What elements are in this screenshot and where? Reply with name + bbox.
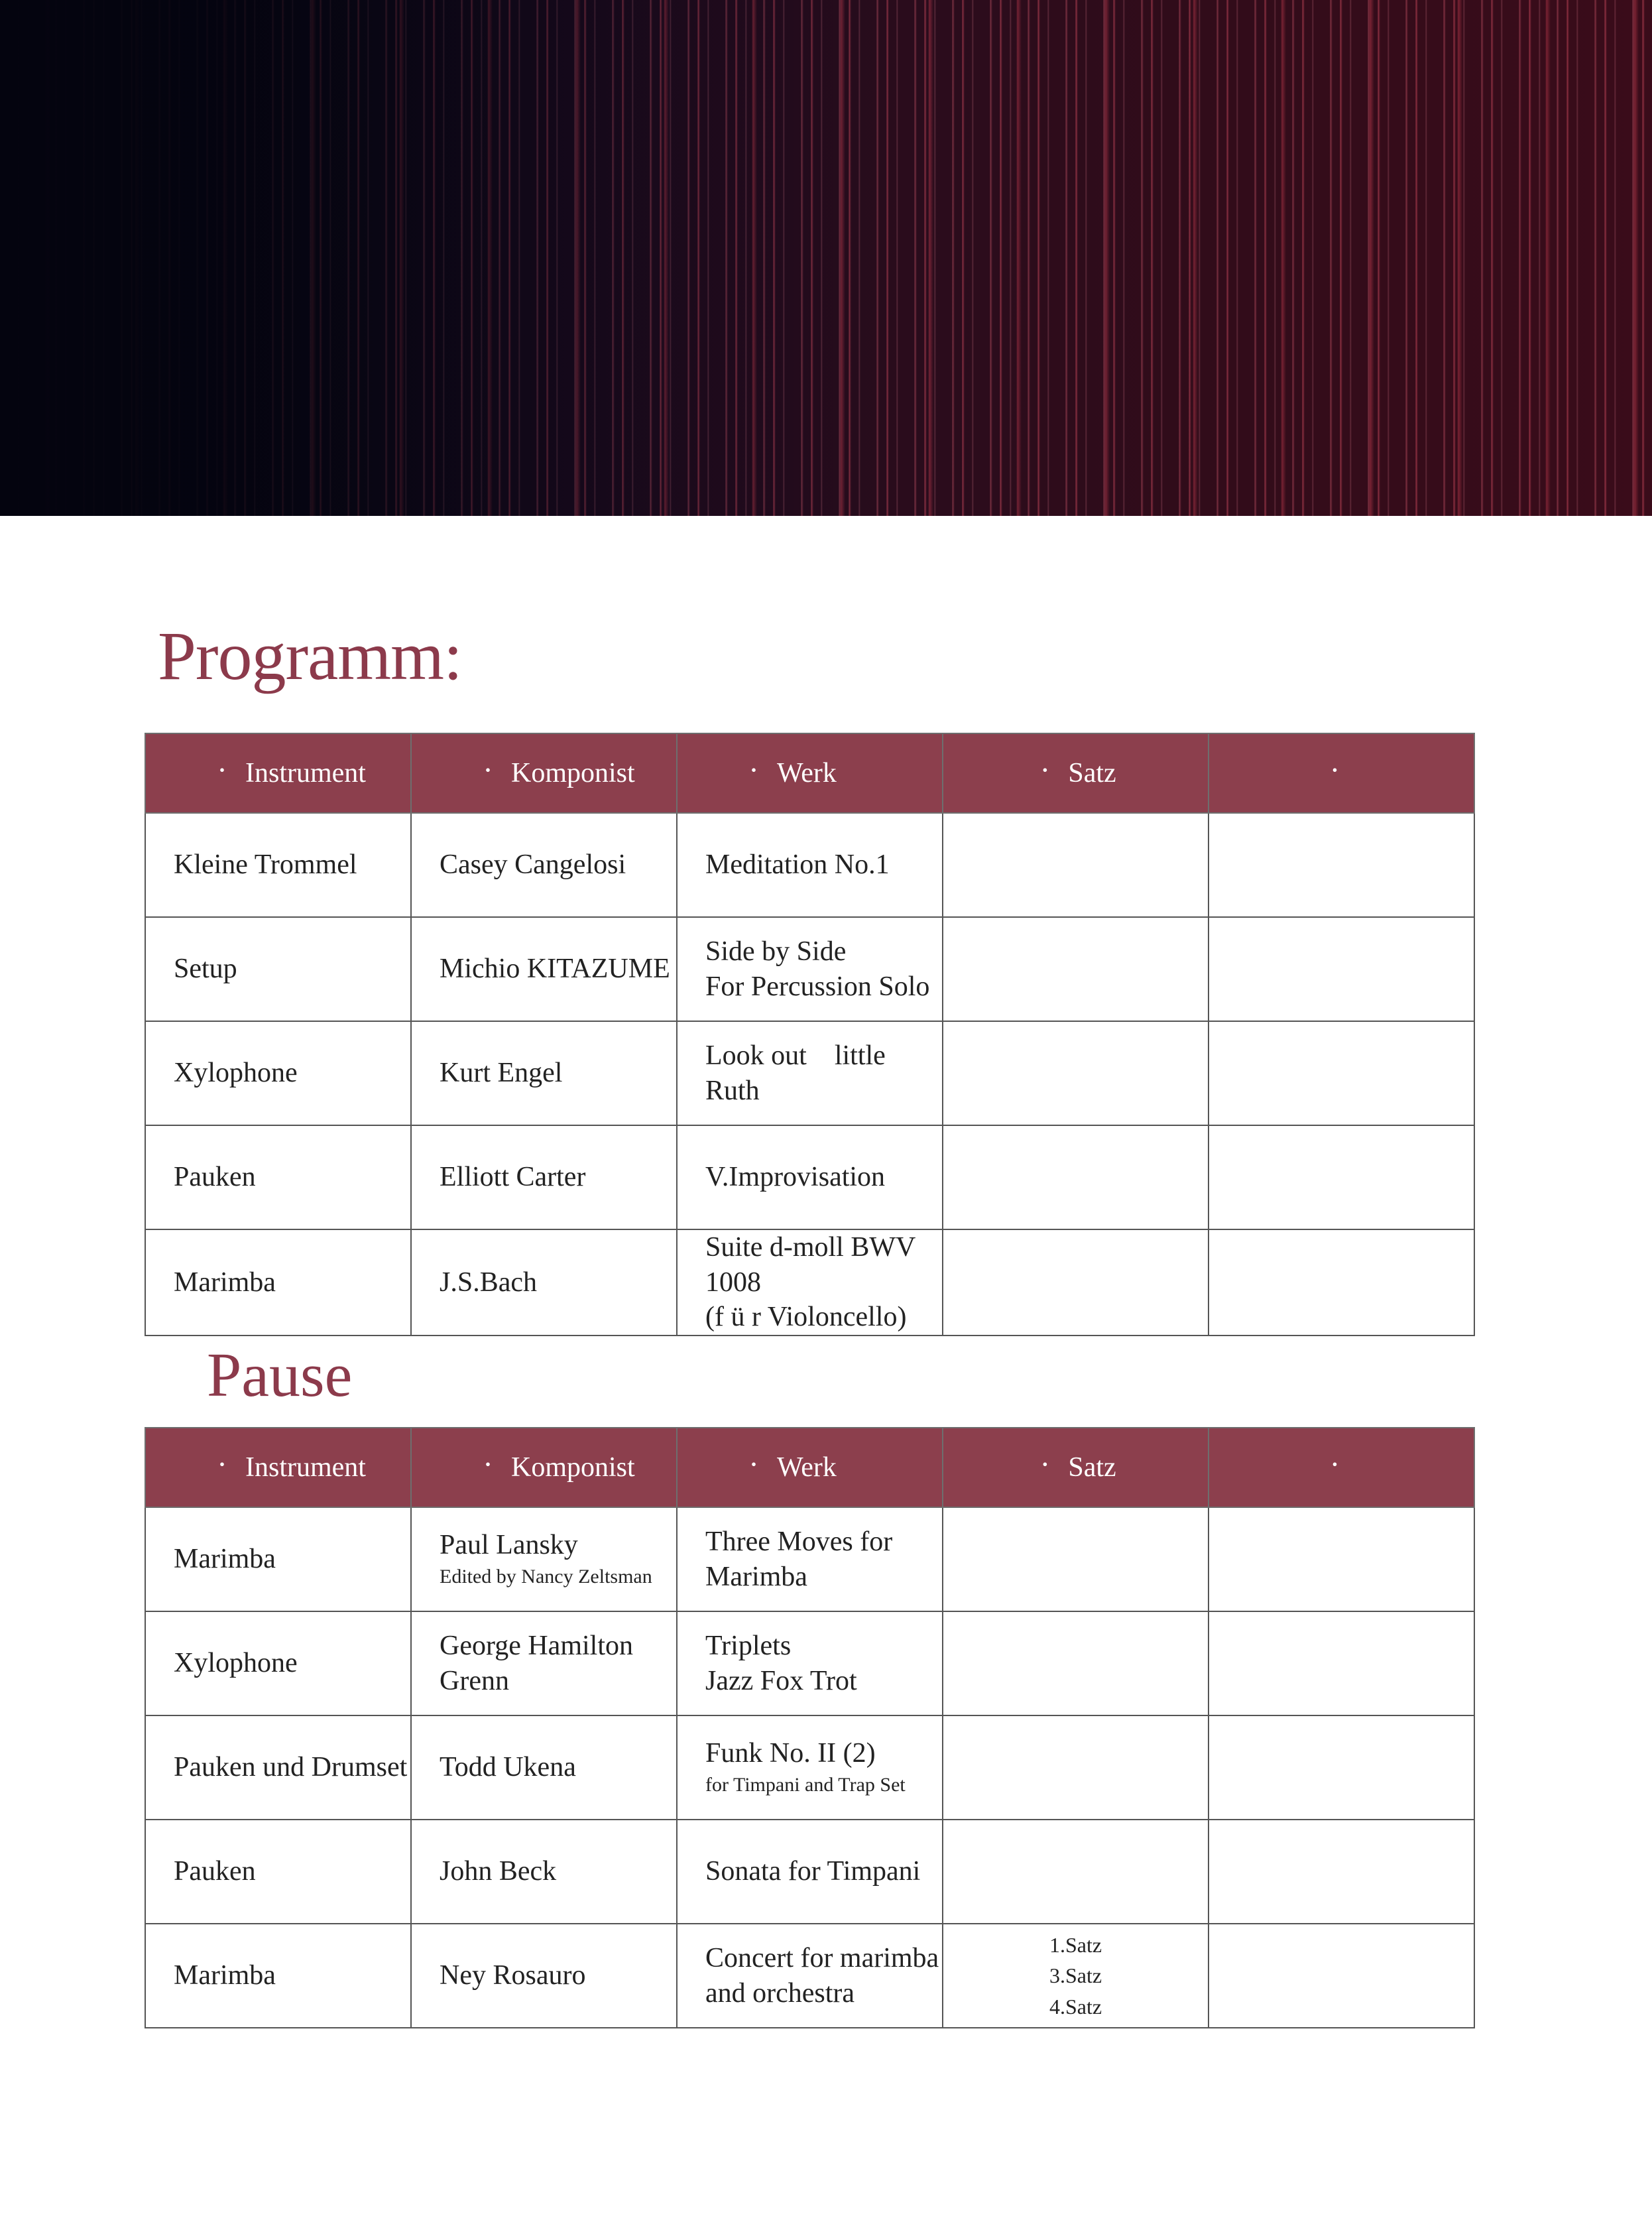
header-komponist: ・ Komponist <box>411 733 677 813</box>
table-row <box>145 1715 1474 1820</box>
cell-extra <box>1209 1924 1474 2028</box>
bullet-icon: ・ <box>478 761 498 782</box>
cell-werk: V.Improvisation <box>677 1125 943 1229</box>
banner-gradient-overlay <box>0 0 1652 516</box>
cell-satz <box>943 1021 1209 1125</box>
table-row <box>145 1820 1474 1924</box>
header-komponist: ・ Komponist <box>411 1428 677 1507</box>
program-table-part2 <box>145 1427 1475 2028</box>
cell-satz <box>943 1125 1209 1229</box>
table-row <box>145 917 1474 1021</box>
cell-satz <box>943 1715 1209 1820</box>
cell-satz <box>943 917 1209 1021</box>
cell-extra <box>1209 1229 1474 1336</box>
table-header-row <box>145 1428 1474 1507</box>
cell-instrument: Pauken <box>145 1820 411 1924</box>
cell-werk: Concert for marimba and orchestra <box>677 1924 943 2028</box>
cell-instrument: Setup <box>145 917 411 1021</box>
cell-werk: Look out little Ruth <box>677 1021 943 1125</box>
cell-werk: Sonata for Timpani <box>677 1820 943 1924</box>
header-satz: ・ Satz <box>943 1428 1209 1507</box>
cell-werk: Suite d-moll BWV 1008 (f ü r Violoncello) <box>677 1229 943 1336</box>
cell-werk: Side by Side For Percussion Solo <box>677 917 943 1021</box>
header-extra <box>1209 1428 1474 1507</box>
header-extra <box>1209 733 1474 813</box>
bullet-icon: ・ <box>744 1455 764 1477</box>
cell-extra <box>1209 813 1474 917</box>
cell-instrument: Marimba <box>145 1924 411 2028</box>
cell-werk: Triplets Jazz Fox Trot <box>677 1611 943 1715</box>
cell-extra <box>1209 1125 1474 1229</box>
cell-werk: Three Moves for Marimba <box>677 1507 943 1611</box>
table-header-row <box>145 733 1474 813</box>
cell-satz <box>943 1611 1209 1715</box>
table-row <box>145 1021 1474 1125</box>
bullet-icon: ・ <box>478 1455 498 1477</box>
bullet-icon: ・ <box>1035 761 1055 782</box>
table-row <box>145 1611 1474 1715</box>
cell-komponist: Paul Lansky Edited by Nancy Zeltsman <box>411 1507 677 1611</box>
header-werk: ・ Werk <box>677 733 943 813</box>
cell-instrument: Pauken <box>145 1125 411 1229</box>
bullet-icon: ・ <box>744 761 764 782</box>
cell-instrument: Pauken und Drumset <box>145 1715 411 1820</box>
pause-heading: Pause <box>207 1341 353 1410</box>
cell-instrument: Xylophone <box>145 1021 411 1125</box>
program-table-part1 <box>145 733 1475 1336</box>
page-title: Programm: <box>158 618 462 694</box>
cell-extra <box>1209 1715 1474 1820</box>
cell-instrument: Marimba <box>145 1507 411 1611</box>
header-satz: ・ Satz <box>943 733 1209 813</box>
cell-komponist: J.S.Bach <box>411 1229 677 1336</box>
cell-komponist: Elliott Carter <box>411 1125 677 1229</box>
cell-instrument: Xylophone <box>145 1611 411 1715</box>
cell-instrument: Marimba <box>145 1229 411 1336</box>
cell-komponist: Ney Rosauro <box>411 1924 677 2028</box>
table-row <box>145 1125 1474 1229</box>
table-row <box>145 813 1474 917</box>
cell-komponist: Kurt Engel <box>411 1021 677 1125</box>
bullet-icon: ・ <box>1325 761 1345 782</box>
bullet-icon: ・ <box>212 761 232 782</box>
header-instrument: ・ Instrument <box>145 733 411 813</box>
cell-extra <box>1209 1611 1474 1715</box>
cell-instrument: Kleine Trommel <box>145 813 411 917</box>
cell-satz <box>943 813 1209 917</box>
cell-werk: Meditation No.1 <box>677 813 943 917</box>
bullet-icon: ・ <box>1035 1455 1055 1477</box>
cell-komponist: John Beck <box>411 1820 677 1924</box>
cell-komponist: Casey Cangelosi <box>411 813 677 917</box>
cell-satz <box>943 1820 1209 1924</box>
cell-komponist: Todd Ukena <box>411 1715 677 1820</box>
cell-extra <box>1209 917 1474 1021</box>
bullet-icon: ・ <box>212 1455 232 1477</box>
bullet-icon: ・ <box>1325 1455 1345 1477</box>
cell-komponist: Michio KITAZUME <box>411 917 677 1021</box>
cell-satz: 1.Satz 3.Satz 4.Satz <box>943 1924 1209 2028</box>
cell-werk: Funk No. II (2) for Timpani and Trap Set <box>677 1715 943 1820</box>
cell-komponist: George Hamilton Grenn <box>411 1611 677 1715</box>
cell-extra <box>1209 1820 1474 1924</box>
header-instrument: ・ Instrument <box>145 1428 411 1507</box>
cell-extra <box>1209 1507 1474 1611</box>
header-werk: ・ Werk <box>677 1428 943 1507</box>
table-row <box>145 1924 1474 2028</box>
cell-satz <box>943 1229 1209 1336</box>
cell-extra <box>1209 1021 1474 1125</box>
table-row <box>145 1229 1474 1336</box>
table-row <box>145 1507 1474 1611</box>
cell-satz <box>943 1507 1209 1611</box>
